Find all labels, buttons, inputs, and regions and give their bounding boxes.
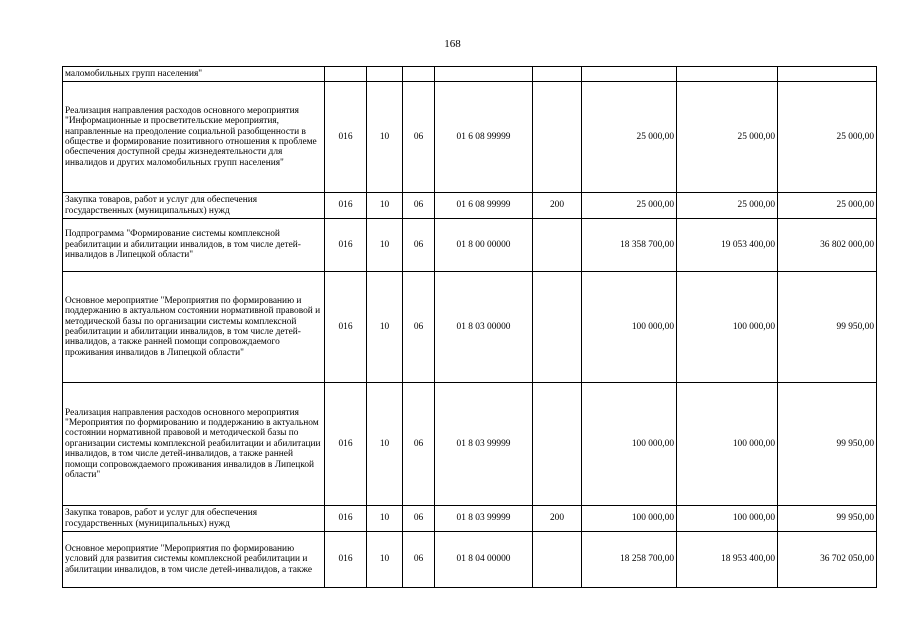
table-row [63, 506, 877, 532]
expense-type-cell: 200 [533, 193, 582, 219]
amount-year2-cell: 100 000,00 [677, 383, 778, 506]
subsection-code-cell: 06 [403, 82, 435, 193]
amount-year3-cell: 25 000,00 [778, 193, 877, 219]
expense-type-cell [533, 383, 582, 506]
section-code-cell: 10 [367, 506, 403, 532]
ministry-code-cell: 016 [325, 383, 367, 506]
target-article-cell: 01 8 04 00000 [435, 532, 533, 588]
expense-name-cell: Основное мероприятие "Мероприятия по формированию условий для развития системы комплексной реабилитации и абилитации инвалидов, в том числе детей-инвалидов, а также [63, 532, 325, 588]
ministry-code-cell: 016 [325, 219, 367, 272]
expense-name-cell: Реализация направления расходов основного мероприятия "Информационные и просветительские мероприятия, направленные на преодоление социальной разобщенности в обществе и формирование позитивного отношения к проблеме обеспечения доступной среды жизнедеятельности для инвалидов и других маломобильных групп населения" [63, 82, 325, 193]
table-row [63, 82, 877, 193]
expense-name-cell: маломобильных групп населения" [63, 67, 325, 82]
amount-year1-cell: 25 000,00 [582, 82, 677, 193]
amount-year2-cell: 25 000,00 [677, 193, 778, 219]
expense-type-cell [533, 532, 582, 588]
expense-name-cell: Подпрограмма "Формирование системы комплексной реабилитации и абилитации инвалидов, в том числе детей-инвалидов в Липецкой области" [63, 219, 325, 272]
table-row [63, 272, 877, 383]
table-row [63, 67, 877, 82]
target-article-cell: 01 8 00 00000 [435, 219, 533, 272]
subsection-code-cell [403, 67, 435, 82]
subsection-code-cell: 06 [403, 383, 435, 506]
target-article-cell: 01 8 03 00000 [435, 272, 533, 383]
budget-table [62, 66, 877, 588]
amount-year1-cell [582, 67, 677, 82]
section-code-cell: 10 [367, 272, 403, 383]
subsection-code-cell: 06 [403, 532, 435, 588]
ministry-code-cell: 016 [325, 532, 367, 588]
ministry-code-cell: 016 [325, 506, 367, 532]
subsection-code-cell: 06 [403, 193, 435, 219]
amount-year3-cell [778, 67, 877, 82]
page-number: 168 [444, 38, 461, 50]
amount-year1-cell: 100 000,00 [582, 506, 677, 532]
amount-year1-cell: 18 258 700,00 [582, 532, 677, 588]
amount-year2-cell: 19 053 400,00 [677, 219, 778, 272]
amount-year3-cell: 99 950,00 [778, 506, 877, 532]
expense-name-cell: Закупка товаров, работ и услуг для обеспечения государственных (муниципальных) нужд [63, 506, 325, 532]
expense-type-cell [533, 272, 582, 383]
target-article-cell: 01 8 03 99999 [435, 506, 533, 532]
expense-name-cell: Реализация направления расходов основного мероприятия "Мероприятия по формированию и поддержанию в актуальном состоянии нормативной правовой и методической базы по организации системы комплексной реабилитации и абилитации инвалидов, в том числе детей-инвалидов, а также ранней помощи сопровождаемого проживания инвалидов в Липецкой области" [63, 383, 325, 506]
ministry-code-cell: 016 [325, 82, 367, 193]
section-code-cell: 10 [367, 219, 403, 272]
section-code-cell: 10 [367, 383, 403, 506]
amount-year3-cell: 99 950,00 [778, 272, 877, 383]
section-code-cell: 10 [367, 193, 403, 219]
section-code-cell: 10 [367, 532, 403, 588]
amount-year1-cell: 100 000,00 [582, 272, 677, 383]
target-article-cell: 01 6 08 99999 [435, 82, 533, 193]
amount-year1-cell: 100 000,00 [582, 383, 677, 506]
section-code-cell [367, 67, 403, 82]
target-article-cell: 01 8 03 99999 [435, 383, 533, 506]
expense-name-cell: Основное мероприятие "Мероприятия по формированию и поддержанию в актуальном состоянии нормативной правовой и методической базы по организации системы комплексной реабилитации и абилитации инвалидов, в том числе детей-инвалидов, а также ранней помощи сопровождаемого проживания инвалидов в Липецкой области" [63, 272, 325, 383]
expense-type-cell [533, 67, 582, 82]
amount-year3-cell: 36 802 000,00 [778, 219, 877, 272]
ministry-code-cell [325, 67, 367, 82]
expense-type-cell [533, 82, 582, 193]
subsection-code-cell: 06 [403, 272, 435, 383]
table-row [63, 383, 877, 506]
expense-type-cell: 200 [533, 506, 582, 532]
table-row [63, 219, 877, 272]
table-row [63, 532, 877, 588]
amount-year2-cell [677, 67, 778, 82]
amount-year2-cell: 25 000,00 [677, 82, 778, 193]
amount-year2-cell: 100 000,00 [677, 272, 778, 383]
amount-year1-cell: 25 000,00 [582, 193, 677, 219]
amount-year3-cell: 36 702 050,00 [778, 532, 877, 588]
section-code-cell: 10 [367, 82, 403, 193]
subsection-code-cell: 06 [403, 219, 435, 272]
amount-year3-cell: 25 000,00 [778, 82, 877, 193]
target-article-cell [435, 67, 533, 82]
ministry-code-cell: 016 [325, 272, 367, 383]
expense-name-cell: Закупка товаров, работ и услуг для обеспечения государственных (муниципальных) нужд [63, 193, 325, 219]
target-article-cell: 01 6 08 99999 [435, 193, 533, 219]
amount-year2-cell: 18 953 400,00 [677, 532, 778, 588]
amount-year3-cell: 99 950,00 [778, 383, 877, 506]
amount-year1-cell: 18 358 700,00 [582, 219, 677, 272]
expense-type-cell [533, 219, 582, 272]
subsection-code-cell: 06 [403, 506, 435, 532]
ministry-code-cell: 016 [325, 193, 367, 219]
amount-year2-cell: 100 000,00 [677, 506, 778, 532]
table-row [63, 193, 877, 219]
